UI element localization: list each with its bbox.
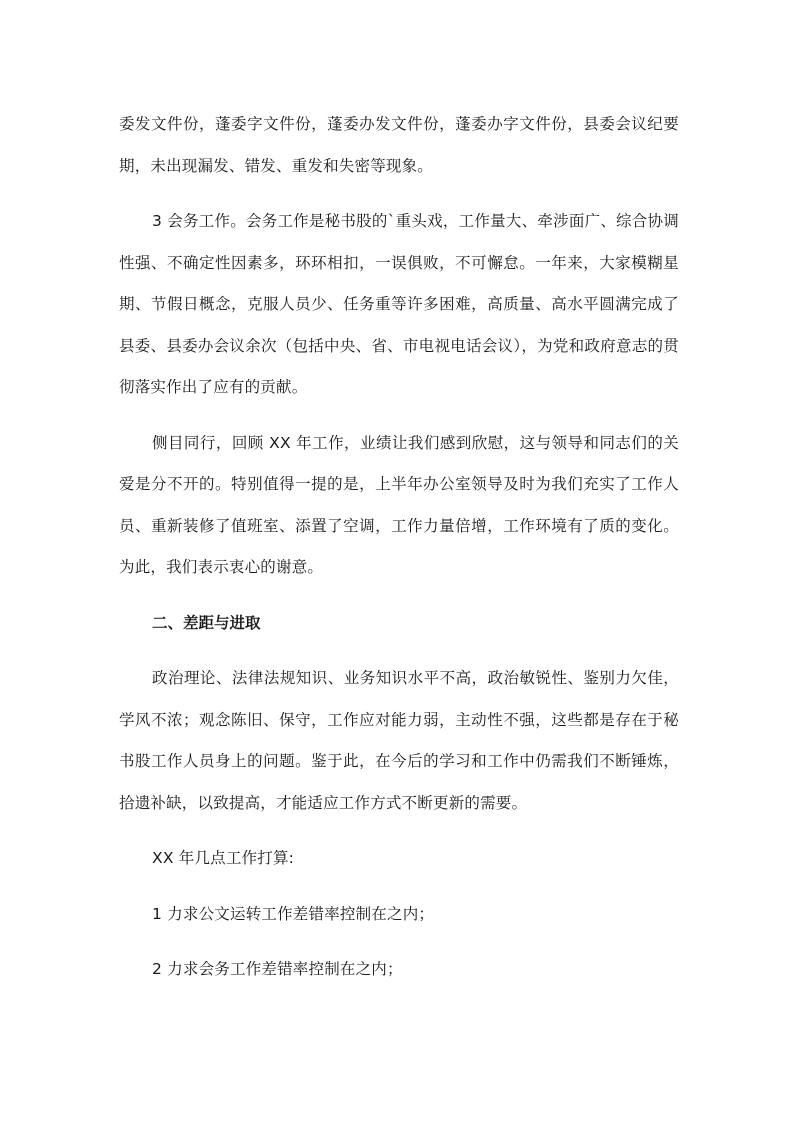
plan-item-1: 1 力求公文运转工作差错率控制在之内； — [152, 904, 435, 923]
paragraph-review-thanks: 侧目同行，回顾 XX 年工作，业绩让我们感到欣慰，这与领导和同志们的关爱是分不开的。特别值得一提的是，上半年办公室领导及时为我们充实了工作人员、重新装修了值班室、添置了空调，工作力量倍增，工作环境有了质的变化。为此，我们表示衷心的谢意。 — [119, 433, 679, 576]
paragraph-file-distribution: 委发文件份，蓬委字文件份，蓬委办发文件份，蓬委办字文件份，县委会议纪要期，未出现漏发、错发、重发和失密等现象。 — [119, 115, 679, 175]
section-heading-gaps: 二、差距与进取 — [152, 613, 261, 632]
document-body — [119, 104, 679, 1005]
paragraph-plans-intro: XX 年几点工作打算: — [152, 849, 295, 867]
paragraph-meeting-work: 3 会务工作。会务工作是秘书股的`重头戏，工作量大、牵涉面广、综合协调性强、不确定性因素多，环环相扣，一误俱败，不可懈怠。一年来，大家模糊星期、节假日概念，克服人员少、任务重等许多困难，高质量、高水平圆满完成了县委、县委办会议余次（包括中央、省、市电视电话会议），为党和政府意志的贯彻落实作出了应有的贡献。 — [119, 212, 679, 396]
paragraph-problems: 政治理论、法律法规知识、业务知识水平不高，政治敏锐性、鉴别力欠佳，学风不浓；观念陈旧、保守，工作应对能力弱，主动性不强，这些都是存在于秘书股工作人员身上的问题。鉴于此，在今后的学习和工作中仍需我们不断锤炼，拾遗补缺，以致提高，才能适应工作方式不断更新的需要。 — [119, 669, 679, 812]
plan-item-2: 2 力求会务工作差错率控制在之内； — [152, 960, 403, 978]
